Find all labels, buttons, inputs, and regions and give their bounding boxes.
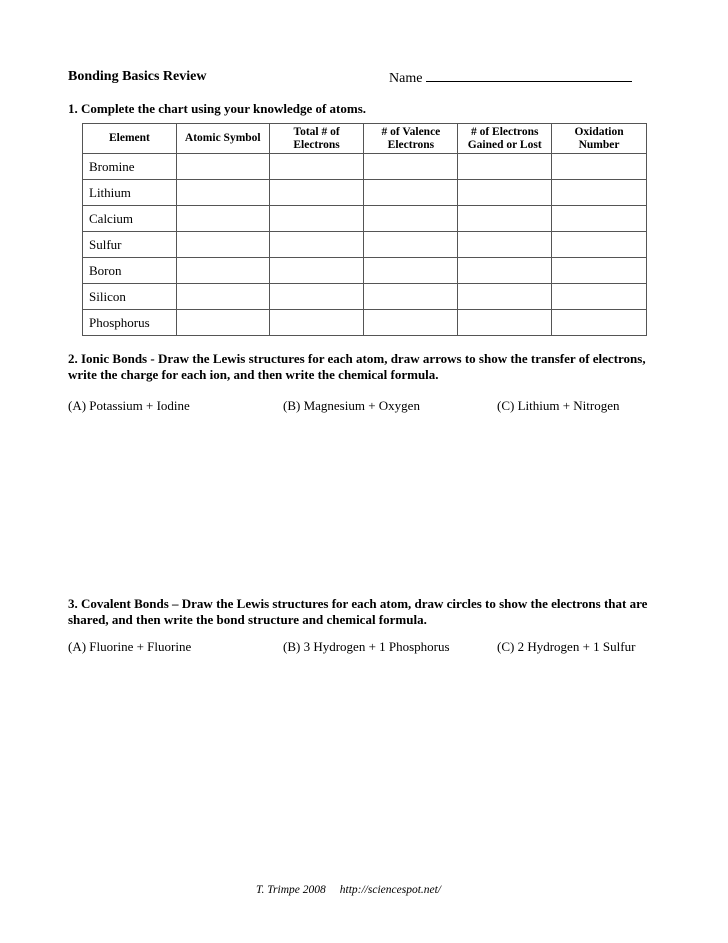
column-header-text: Electrons — [293, 138, 340, 151]
question-3-line2: shared, and then write the bond structure and chemical formula. — [68, 612, 427, 627]
name-label: Name — [389, 71, 423, 86]
page-title: Bonding Basics Review — [68, 69, 207, 84]
question-2-line2: write the charge for each ion, and then write the chemical formula. — [68, 367, 439, 382]
answer-cell[interactable] — [269, 258, 364, 284]
answer-cell[interactable] — [364, 258, 458, 284]
column-header — [269, 124, 364, 154]
answer-cell[interactable] — [552, 206, 647, 232]
answer-cell[interactable] — [458, 310, 552, 336]
answer-cell[interactable] — [458, 206, 552, 232]
element-name: Lithium — [83, 180, 177, 206]
answer-cell[interactable] — [269, 232, 364, 258]
answer-cell[interactable] — [176, 232, 269, 258]
answer-cell[interactable] — [269, 310, 364, 336]
answer-cell[interactable] — [176, 284, 269, 310]
answer-cell[interactable] — [176, 206, 269, 232]
footer — [256, 884, 441, 896]
footer-url: http://sciencespot.net/ — [339, 884, 442, 896]
table-row — [83, 258, 647, 284]
answer-cell[interactable] — [269, 284, 364, 310]
answer-cell[interactable] — [458, 258, 552, 284]
name-line[interactable] — [426, 69, 632, 82]
q2-option-a: (A) Potassium + Iodine — [68, 398, 190, 413]
table-row — [83, 310, 647, 336]
answer-cell[interactable] — [176, 310, 269, 336]
question-3-line1: 3. Covalent Bonds – Draw the Lewis structures for each atom, draw circles to show the electrons that are — [68, 596, 648, 611]
q3-option-c: (C) 2 Hydrogen + 1 Sulfur — [497, 639, 636, 654]
column-header-text: Atomic Symbol — [184, 132, 261, 144]
answer-cell[interactable] — [364, 180, 458, 206]
answer-cell[interactable] — [552, 258, 647, 284]
answer-cell[interactable] — [364, 232, 458, 258]
column-header-text: # of Valence — [381, 125, 441, 138]
column-header-text: Element — [109, 132, 150, 144]
answer-cell[interactable] — [364, 284, 458, 310]
column-header-text: Oxidation — [574, 125, 624, 138]
element-name: Phosphorus — [83, 310, 177, 336]
answer-cell[interactable] — [458, 154, 552, 180]
answer-cell[interactable] — [364, 310, 458, 336]
answer-cell[interactable] — [364, 206, 458, 232]
question-2-line1: 2. Ionic Bonds - Draw the Lewis structures for each atom, draw arrows to show the transfer of electrons, — [68, 351, 646, 366]
name-field[interactable] — [389, 69, 632, 87]
column-header — [364, 124, 458, 154]
answer-cell[interactable] — [458, 180, 552, 206]
column-header-text: # of Electrons — [470, 125, 539, 138]
column-header — [83, 124, 177, 154]
answer-cell[interactable] — [552, 310, 647, 336]
element-name: Silicon — [83, 284, 177, 310]
answer-cell[interactable] — [176, 258, 269, 284]
element-name: Boron — [83, 258, 177, 284]
q3-option-a: (A) Fluorine + Fluorine — [68, 639, 192, 654]
element-name: Sulfur — [83, 232, 177, 258]
answer-cell[interactable] — [552, 284, 647, 310]
q2-option-c: (C) Lithium + Nitrogen — [497, 398, 620, 413]
answer-cell[interactable] — [552, 232, 647, 258]
answer-cell[interactable] — [176, 180, 269, 206]
answer-cell[interactable] — [364, 154, 458, 180]
answer-cell[interactable] — [458, 232, 552, 258]
column-header — [552, 124, 647, 154]
q2-option-b: (B) Magnesium + Oxygen — [283, 398, 420, 413]
table-row — [83, 206, 647, 232]
column-header-text: Gained or Lost — [467, 138, 542, 151]
question-1: 1. Complete the chart using your knowledge of atoms. — [68, 101, 367, 116]
column-header — [458, 124, 552, 154]
answer-cell[interactable] — [458, 284, 552, 310]
column-header-text: Number — [578, 138, 620, 151]
element-name: Bromine — [83, 154, 177, 180]
column-header-text: Total # of — [293, 125, 340, 138]
element-name: Calcium — [83, 206, 177, 232]
answer-cell[interactable] — [269, 154, 364, 180]
answer-cell[interactable] — [269, 206, 364, 232]
table-row — [83, 154, 647, 180]
table-row — [83, 232, 647, 258]
column-header-text: Electrons — [387, 138, 435, 151]
answer-cell[interactable] — [269, 180, 364, 206]
footer-author: T. Trimpe 2008 — [256, 884, 326, 896]
answer-cell[interactable] — [552, 154, 647, 180]
column-header — [176, 124, 269, 154]
table-row — [83, 180, 647, 206]
table-row — [83, 284, 647, 310]
q3-option-b: (B) 3 Hydrogen + 1 Phosphorus — [283, 639, 450, 654]
atoms-chart — [82, 123, 647, 336]
answer-cell[interactable] — [176, 154, 269, 180]
answer-cell[interactable] — [552, 180, 647, 206]
